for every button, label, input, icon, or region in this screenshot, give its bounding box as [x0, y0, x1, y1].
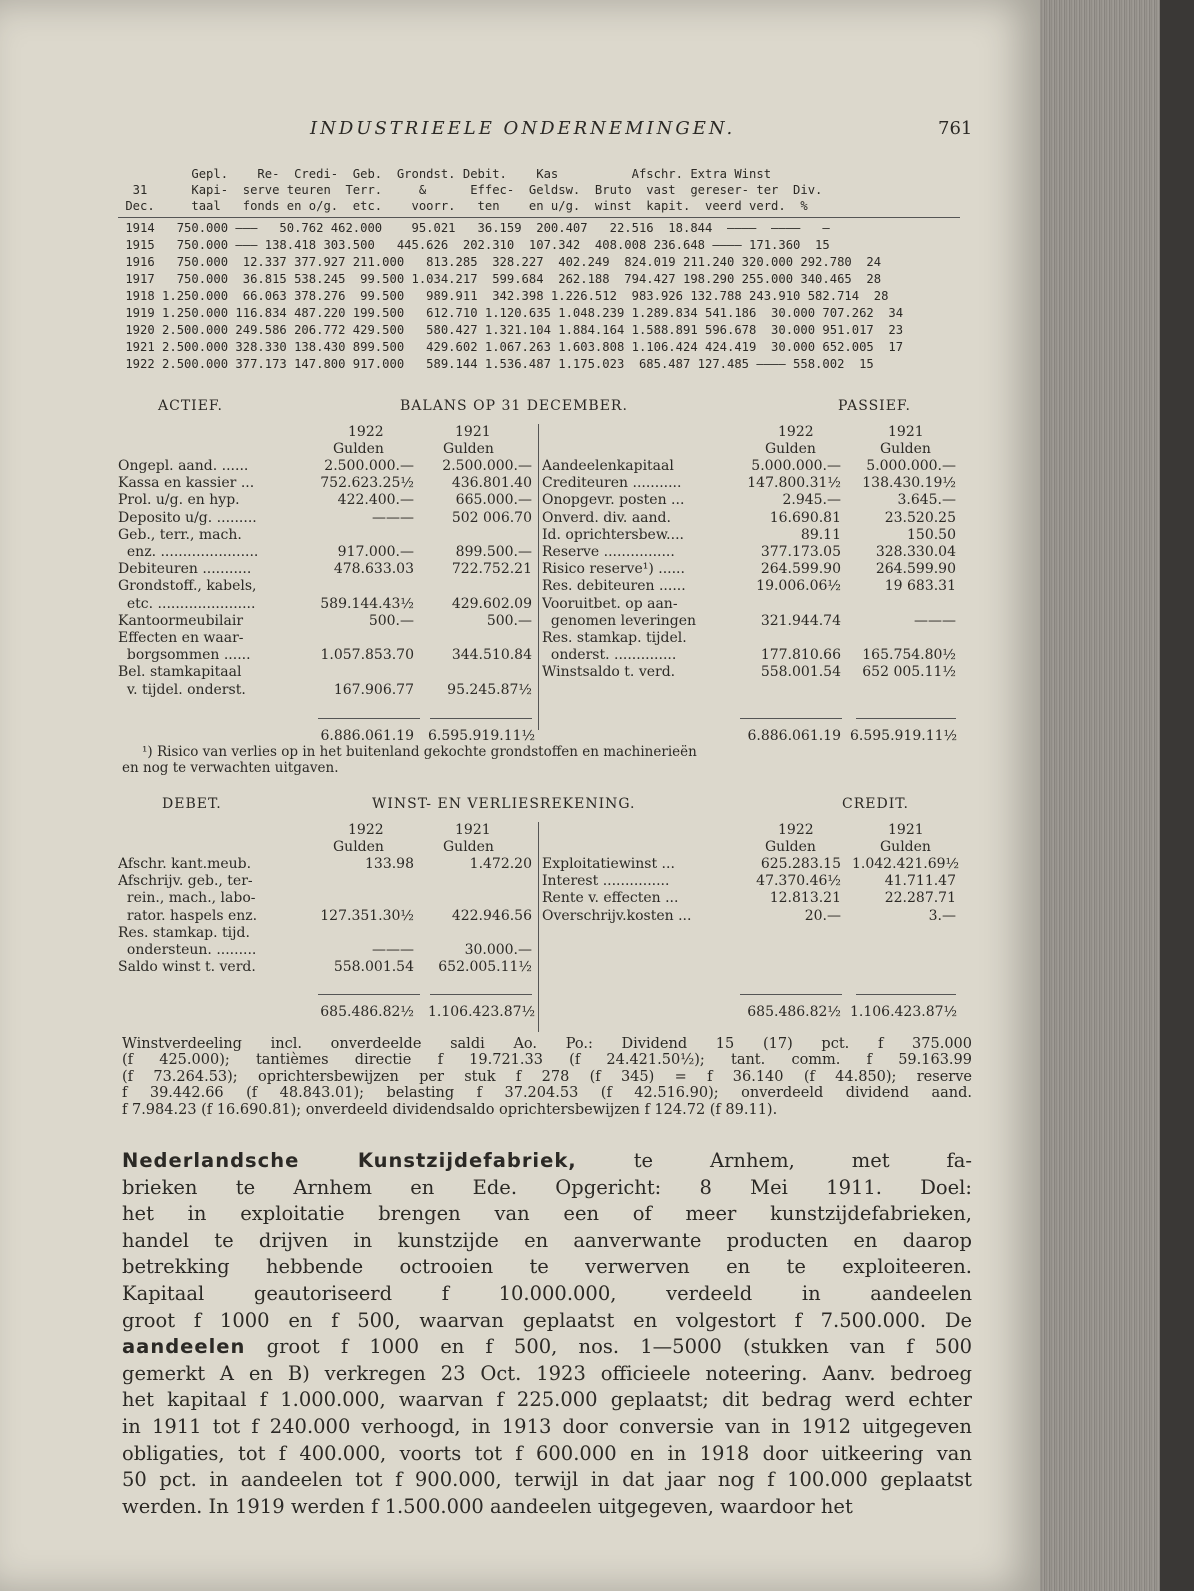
- row-value-1922: 752.623.25½: [320, 475, 414, 492]
- stats-row: 1922 2.500.000 377.173 147.800 917.000 589.144 1.536.487 1.175.023 685.487 127.485 ———— 558.002 15: [118, 357, 874, 371]
- col-year: 1922: [778, 424, 814, 440]
- debit-total-1922: 685.486.82½: [320, 1004, 414, 1020]
- divider: [118, 217, 960, 218]
- row-label: Risico reserve¹) ......: [542, 561, 685, 578]
- row-value-1922: 20.—: [804, 907, 841, 924]
- row-value-1921: 3.645.—: [897, 492, 956, 509]
- sum-rule: [740, 994, 842, 995]
- stats-row: 1919 1.250.000 116.834 487.220 199.500 612.710 1.120.635 1.048.239 1.289.834 541.186 30.000 707.262 34: [118, 306, 904, 320]
- row-value-1921: 30.000.—: [464, 942, 532, 958]
- row-label: Prol. u/g. en hyp.: [118, 492, 240, 509]
- row-value-1921: 95.245.87½: [447, 681, 532, 698]
- row-label: Res. stamkap. tijd.: [118, 924, 250, 941]
- profit-distribution: [122, 1036, 972, 1118]
- liabilities-total-1921: 6.595.919.11½: [850, 728, 958, 744]
- row-value-1921: 500.—: [486, 612, 532, 629]
- row-value-1922: 558.001.54: [333, 959, 414, 976]
- row-value-1922: 1.057.853.70: [320, 647, 414, 664]
- row-value-1922: 2.500.000.—: [324, 458, 414, 474]
- row-value-1921: 665.000.—: [455, 492, 532, 509]
- credit-total-1922: 685.486.82½: [747, 1004, 841, 1020]
- row-value-1921: 150.50: [907, 526, 956, 543]
- col-unit: Gulden: [333, 839, 384, 855]
- col-year: 1922: [348, 822, 384, 838]
- row-value-1921: 138.430.19½: [862, 475, 956, 492]
- col-year: 1921: [455, 822, 491, 838]
- row-value-1921: 5.000.000.—: [866, 458, 956, 474]
- running-header: [0, 118, 1040, 144]
- stats-row: 1915 750.000 ——— 138.418 303.500 445.626 202.310 107.342 408.008 236.648 ———— 171.360 15: [118, 238, 830, 252]
- row-value-1921: 165.754.80½: [862, 647, 956, 664]
- stats-row: 1921 2.500.000 328.330 138.430 899.500 429.602 1.067.263 1.603.808 1.106.424 424.419 30.000 652.005 17: [118, 340, 904, 354]
- col-unit: Gulden: [880, 839, 931, 855]
- company-name: Nederlandsche Kunstzijdefabriek,: [122, 1149, 577, 1172]
- row-value-1921: ———: [914, 612, 956, 629]
- background: [1160, 0, 1194, 1591]
- row-value-1921: 264.599.90: [875, 561, 956, 578]
- row-value-1921: 722.752.21: [451, 561, 532, 578]
- row-value-1922: 133.98: [365, 856, 414, 872]
- row-value-1922: 2.945.—: [782, 492, 841, 509]
- row-value-1921: 502 006.70: [451, 509, 532, 526]
- shares-heading: aandeelen: [122, 1335, 246, 1359]
- article-line: betrekking hebbende octrooien te verwerven en te exploiteeren.: [122, 1255, 972, 1279]
- debit-total-1921: 1.106.423.87½: [428, 1004, 536, 1020]
- row-value-1922: 19.006.06½: [756, 578, 841, 595]
- row-value-1921: 19 683.31: [884, 578, 956, 595]
- row-value-1922: ———: [372, 942, 414, 958]
- stats-row: 1920 2.500.000 249.586 206.772 429.500 580.427 1.321.104 1.884.164 1.588.891 596.678 30.000 951.017 23: [118, 323, 904, 337]
- row-value-1921: 41.711.47: [884, 873, 956, 890]
- row-label: Onopgevr. posten ...: [542, 492, 685, 509]
- row-value-1922: 147.800.31½: [747, 475, 841, 492]
- row-label: etc. ......................: [118, 595, 256, 612]
- col-unit: Gulden: [443, 839, 494, 855]
- balance-right-heading: PASSIEF.: [838, 398, 911, 414]
- row-value-1921: 652 005.11½: [862, 664, 956, 681]
- sum-rule: [856, 718, 956, 719]
- row-value-1921: 436.801.40: [451, 475, 532, 492]
- article-line: 50 pct. in aandeelen tot f 900.000, terwijl in dat jaar nog f 100.000 geplaatst: [122, 1468, 972, 1492]
- col-unit: Gulden: [333, 441, 384, 457]
- running-title: INDUSTRIEELE ONDERNEMINGEN.: [310, 118, 736, 139]
- article-line: Nederlandsche Kunstzijdefabriek, te Arnhem, met fa-: [122, 1149, 972, 1172]
- row-label: Bel. stamkapitaal: [118, 664, 242, 681]
- row-value-1922: 917.000.—: [337, 544, 414, 560]
- row-value-1921: 22.287.71: [884, 890, 956, 907]
- company-article: [122, 1148, 972, 1520]
- article-line: werden. In 1919 werden f 1.500.000 aandeelen uitgegeven, waardoor het: [122, 1494, 853, 1518]
- row-value-1922: 377.173.05: [760, 544, 841, 560]
- footnote: ¹) Risico van verlies op in het buitenland gekochte grondstoffen en machinerieën: [142, 744, 697, 760]
- row-value-1922: 589.144.43½: [320, 595, 414, 612]
- page-number: 761: [938, 118, 973, 139]
- row-label: Crediteuren ...........: [542, 475, 682, 492]
- row-label: Ongepl. aand. ......: [118, 458, 249, 474]
- col-year: 1921: [455, 424, 491, 440]
- pl-title: WINST- EN VERLIESREKENING.: [372, 796, 636, 812]
- row-label: Reserve ................: [542, 544, 675, 560]
- row-value-1921: 328.330.04: [875, 544, 956, 560]
- row-value-1922: 321.944.74: [760, 612, 841, 629]
- column-divider: [538, 822, 539, 1032]
- balance-left-heading: ACTIEF.: [158, 398, 223, 414]
- row-value-1922: 500.—: [368, 612, 414, 629]
- row-label: Rente v. effecten ...: [542, 890, 679, 907]
- sum-rule: [430, 994, 532, 995]
- col-year: 1921: [888, 424, 924, 440]
- row-value-1922: 89.11: [800, 526, 841, 543]
- row-value-1922: 177.810.66: [760, 647, 841, 664]
- article-line: obligaties, tot f 400.000, voorts tot f 600.000 en in 1918 door uitkeering van: [122, 1441, 972, 1465]
- row-value-1921: 1.472.20: [469, 856, 532, 872]
- sum-rule: [430, 718, 532, 719]
- row-value-1922: 47.370.46½: [756, 873, 841, 890]
- article-line: gemerkt A en B) verkregen 23 Oct. 1923 officieele noteering. Aanv. bedroeg: [122, 1361, 972, 1385]
- footnote-cont: en nog te verwachten uitgaven.: [122, 760, 339, 776]
- row-label: Res. stamkap. tijdel.: [542, 630, 687, 646]
- sum-rule: [318, 718, 420, 719]
- credit-total-1921: 1.106.423.87½: [850, 1004, 958, 1020]
- row-label: Effecten en waar-: [118, 630, 244, 646]
- row-label: Afschr. kant.meub.: [118, 856, 252, 872]
- row-value-1922: 12.813.21: [769, 890, 841, 907]
- row-label: Overschrijv.kosten ...: [542, 907, 692, 924]
- article-line: het in exploitatie brengen van een of meer kunstzijdefabrieken,: [122, 1202, 972, 1226]
- row-label: Vooruitbet. op aan-: [542, 595, 678, 612]
- row-value-1922: 127.351.30½: [320, 907, 414, 924]
- row-value-1922: 625.283.15: [760, 856, 841, 872]
- row-value-1921: 3.—: [928, 907, 956, 924]
- stats-row: 1916 750.000 12.337 377.927 211.000 813.285 328.227 402.249 824.019 211.240 320.000 292.780 24: [118, 255, 882, 269]
- col-unit: Gulden: [765, 441, 816, 457]
- row-label: genomen leveringen: [542, 612, 697, 629]
- stats-header-line: Gepl. Re- Credi- Geb. Grondst. Debit. Kas Afschr. Extra Winst: [118, 167, 772, 181]
- row-label: v. tijdel. onderst.: [118, 681, 246, 698]
- row-value-1922: 422.400.—: [337, 492, 414, 509]
- row-value-1921: 1.042.421.69½: [852, 856, 960, 872]
- row-value-1922: 264.599.90: [760, 561, 841, 578]
- row-label: Aandeelenkapitaal: [542, 458, 674, 474]
- article-line: groot f 1000 en f 500, waarvan geplaatst en volgestort f 7.500.000. De: [122, 1308, 972, 1332]
- stats-header-line: 31 Kapi- serve teuren Terr. & Effec- Geldsw. Bruto vast gereser- ter Div.: [118, 183, 823, 197]
- row-label: borgsommen ......: [118, 647, 251, 664]
- distribution-line: (f 425.000); tantièmes directie f 19.721.33 (f 24.421.50½); tant. comm. f 59.163.99: [122, 1052, 972, 1069]
- row-label: Onverd. div. aand.: [542, 509, 671, 526]
- row-label: Deposito u/g. .........: [118, 509, 257, 526]
- stats-row: 1917 750.000 36.815 538.245 99.500 1.034.217 599.684 262.188 794.427 198.290 255.000 340.465 28: [118, 272, 882, 286]
- row-label: Winstsaldo t. verd.: [542, 664, 676, 681]
- sum-rule: [856, 994, 956, 995]
- row-label: rein., mach., labo-: [118, 890, 256, 907]
- row-label: Exploitatiewinst ...: [542, 856, 675, 872]
- col-unit: Gulden: [443, 441, 494, 457]
- row-label: Grondstoff., kabels,: [118, 578, 257, 595]
- distribution-line: f 39.442.66 (f 48.843.01); belasting f 37.204.53 (f 42.516.90); onverdeeld dividend aand.: [122, 1085, 972, 1102]
- column-divider: [538, 424, 539, 730]
- row-label: ondersteun. .........: [118, 942, 257, 958]
- stats-row: 1918 1.250.000 66.063 378.276 99.500 989.911 342.398 1.226.512 983.926 132.788 243.910 582.714 28: [118, 289, 889, 303]
- pl-right-heading: CREDIT.: [842, 796, 909, 812]
- distribution-line: f 7.984.23 (f 16.690.81); onverdeeld dividendsaldo oprichtersbewijzen f 124.72 (f 89.11).: [122, 1101, 778, 1118]
- pl-left-heading: DEBET.: [162, 796, 222, 812]
- row-value-1922: 5.000.000.—: [751, 458, 841, 474]
- row-label: onderst. ..............: [542, 647, 677, 664]
- col-unit: Gulden: [765, 839, 816, 855]
- row-value-1921: 429.602.09: [451, 595, 532, 612]
- row-label: Interest ...............: [542, 873, 670, 890]
- row-value-1921: 899.500.—: [455, 544, 532, 560]
- row-value-1922: 16.690.81: [769, 509, 841, 526]
- liabilities-total-1922: 6.886.061.19: [747, 728, 841, 744]
- article-line: Kapitaal geautoriseerd f 10.000.000, verdeeld in aandeelen: [122, 1281, 972, 1305]
- row-label: Res. debiteuren ......: [542, 578, 686, 595]
- row-value-1921: 2.500.000.—: [442, 458, 532, 474]
- row-value-1921: 23.520.25: [884, 509, 956, 526]
- article-line: het kapitaal f 1.000.000, waarvan f 225.000 geplaatst; dit bedrag werd echter: [122, 1388, 972, 1412]
- sum-rule: [318, 994, 420, 995]
- sum-rule: [740, 718, 842, 719]
- row-label: Saldo winst t. verd.: [118, 959, 256, 976]
- row-value-1921: 344.510.84: [451, 647, 532, 664]
- row-label: Debiteuren ...........: [118, 561, 252, 578]
- distribution-line: Winstverdeeling incl. onverdeelde saldi Ao. Po.: Dividend 15 (17) pct. f 375.000: [122, 1036, 972, 1052]
- row-label: rator. haspels enz.: [118, 907, 258, 924]
- assets-total-1922: 6.886.061.19: [320, 728, 414, 744]
- row-value-1922: 167.906.77: [333, 681, 414, 698]
- article-line: handel te drijven in kunstzijde en aanverwante producten en daarop: [122, 1228, 972, 1252]
- row-value-1921: 422.946.56: [451, 907, 532, 924]
- distribution-line: (f 73.264.53); oprichtersbewijzen per stuk f 278 (f 345) = f 36.140 (f 44.850); reserve: [122, 1068, 972, 1085]
- row-label: Kassa en kassier ...: [118, 475, 255, 492]
- row-label: Afschrijv. geb., ter-: [118, 873, 253, 890]
- col-year: 1922: [348, 424, 384, 440]
- assets-total-1921: 6.595.919.11½: [428, 728, 536, 744]
- article-line: aandeelen groot f 1000 en f 500, nos. 1—5000 (stukken van f 500: [122, 1335, 973, 1359]
- article-line: in 1911 tot f 240.000 verhoogd, in 1913 door conversie van in 1912 uitgegeven: [122, 1414, 972, 1438]
- row-label: Geb., terr., mach.: [118, 526, 242, 543]
- row-label: enz. ......................: [118, 544, 259, 560]
- col-year: 1922: [778, 822, 814, 838]
- col-unit: Gulden: [880, 441, 931, 457]
- stats-row: 1914 750.000 ——— 50.762 462.000 95.021 36.159 200.407 22.516 18.844 ———— ———— —: [118, 221, 830, 235]
- balance-title: BALANS OP 31 DECEMBER.: [400, 398, 628, 414]
- stats-header-line: Dec. taal fonds en o/g. etc. voorr. ten en u/g. winst kapit. veerd verd. %: [118, 199, 808, 213]
- row-value-1922: 558.001.54: [760, 664, 841, 681]
- col-year: 1921: [888, 822, 924, 838]
- row-label: Id. oprichtersbew....: [542, 526, 684, 543]
- row-value-1922: ———: [372, 509, 414, 526]
- row-value-1921: 652.005.11½: [438, 959, 532, 976]
- article-line: brieken te Arnhem en Ede. Opgericht: 8 Mei 1911. Doel:: [122, 1175, 972, 1199]
- row-value-1922: 478.633.03: [333, 561, 414, 578]
- row-label: Kantoormeubilair: [118, 612, 244, 629]
